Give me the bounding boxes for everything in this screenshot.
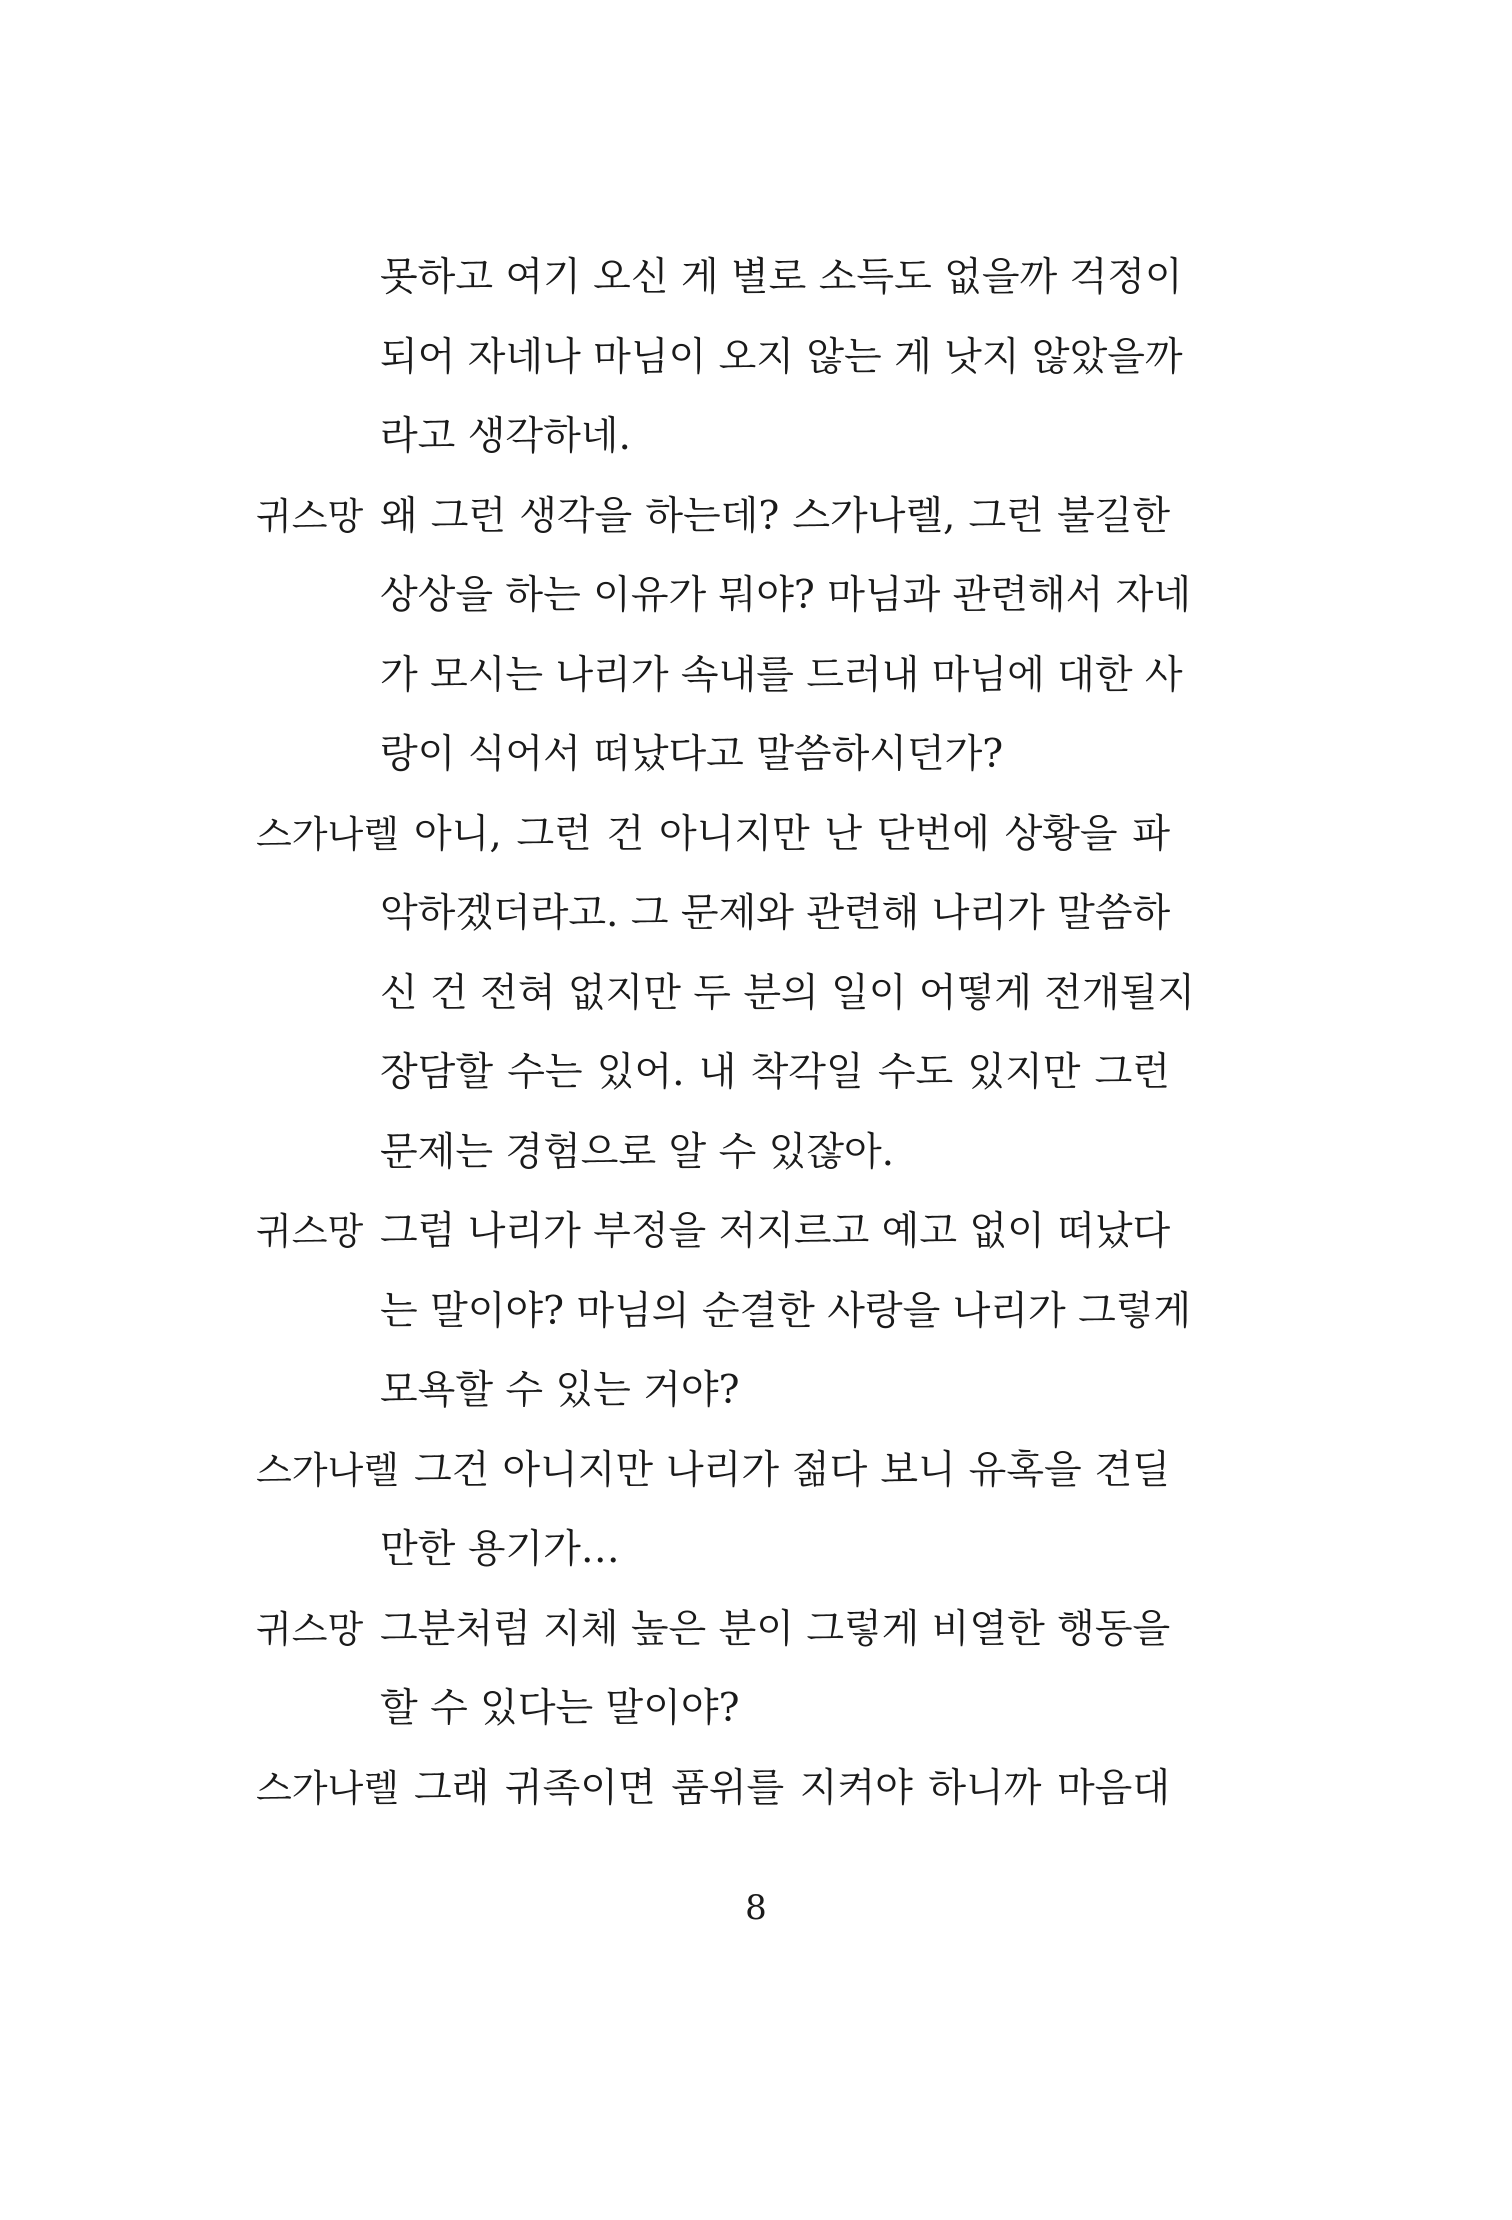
text-line: 라고 생각하네. [380,414,631,459]
dialogue-line [256,1209,1171,1254]
text-line: 악하겠더라고. 그 문제와 관련해 나리가 말씀하 [380,891,1171,936]
text-line: 되어 자네나 마님이 오지 않는 게 낫지 않았을까 [380,335,1183,380]
page-number: 8 [745,1888,767,1928]
text-line: 문제는 경험으로 알 수 있잖아. [380,1130,895,1175]
text-line: 상상을 하는 이유가 뭐야? 마님과 관련해서 자네 [380,573,1192,618]
speaker-name: 귀스망 [256,1608,364,1651]
speaker-name: 귀스망 [256,1210,364,1253]
text-line: 못하고 여기 오신 게 별로 소득도 없을까 걱정이 [380,255,1183,300]
speaker-name: 스가나렐 [256,1767,399,1810]
text-line: 신 건 전혀 없지만 두 분의 일이 어떻게 전개될지 [380,971,1195,1016]
dialogue-line [256,812,1170,857]
speech-text: 왜 그런 생각을 하는데? 스가나렐, 그런 불길한 [380,494,1170,539]
text-line: 할 수 있다는 말이야? [380,1686,740,1731]
speech-text: 아니, 그런 건 아니지만 난 단번에 상황을 파 [414,812,1170,857]
text-line: 랑이 식어서 떠났다고 말씀하시던가? [380,732,1004,777]
text-line: 는 말이야? 마님의 순결한 사랑을 나리가 그렇게 [380,1289,1192,1334]
speaker-name: 귀스망 [256,495,364,538]
dialogue-line [256,1448,1170,1493]
text-line: 장담할 수는 있어. 내 착각일 수도 있지만 그런 [380,1050,1170,1095]
speech-text: 그럼 나리가 부정을 저지르고 예고 없이 떠났다 [380,1209,1171,1254]
dialogue-line [256,494,1170,539]
speaker-name: 스가나렐 [256,1449,399,1492]
speech-text: 그래 귀족이면 품위를 지켜야 하니까 마음대 [414,1766,1170,1811]
text-line: 모욕할 수 있는 거야? [380,1368,740,1413]
dialogue-line [256,1766,1170,1811]
speech-text: 그분처럼 지체 높은 분이 그렇게 비열한 행동을 [380,1607,1171,1652]
text-line: 만한 용기가… [380,1527,620,1572]
dialogue-line [256,1607,1171,1652]
speech-text: 그건 아니지만 나리가 젊다 보니 유혹을 견딜 [414,1448,1170,1493]
text-line: 가 모시는 나리가 속내를 드러내 마님에 대한 사 [380,653,1183,698]
speaker-name: 스가나렐 [256,813,399,856]
